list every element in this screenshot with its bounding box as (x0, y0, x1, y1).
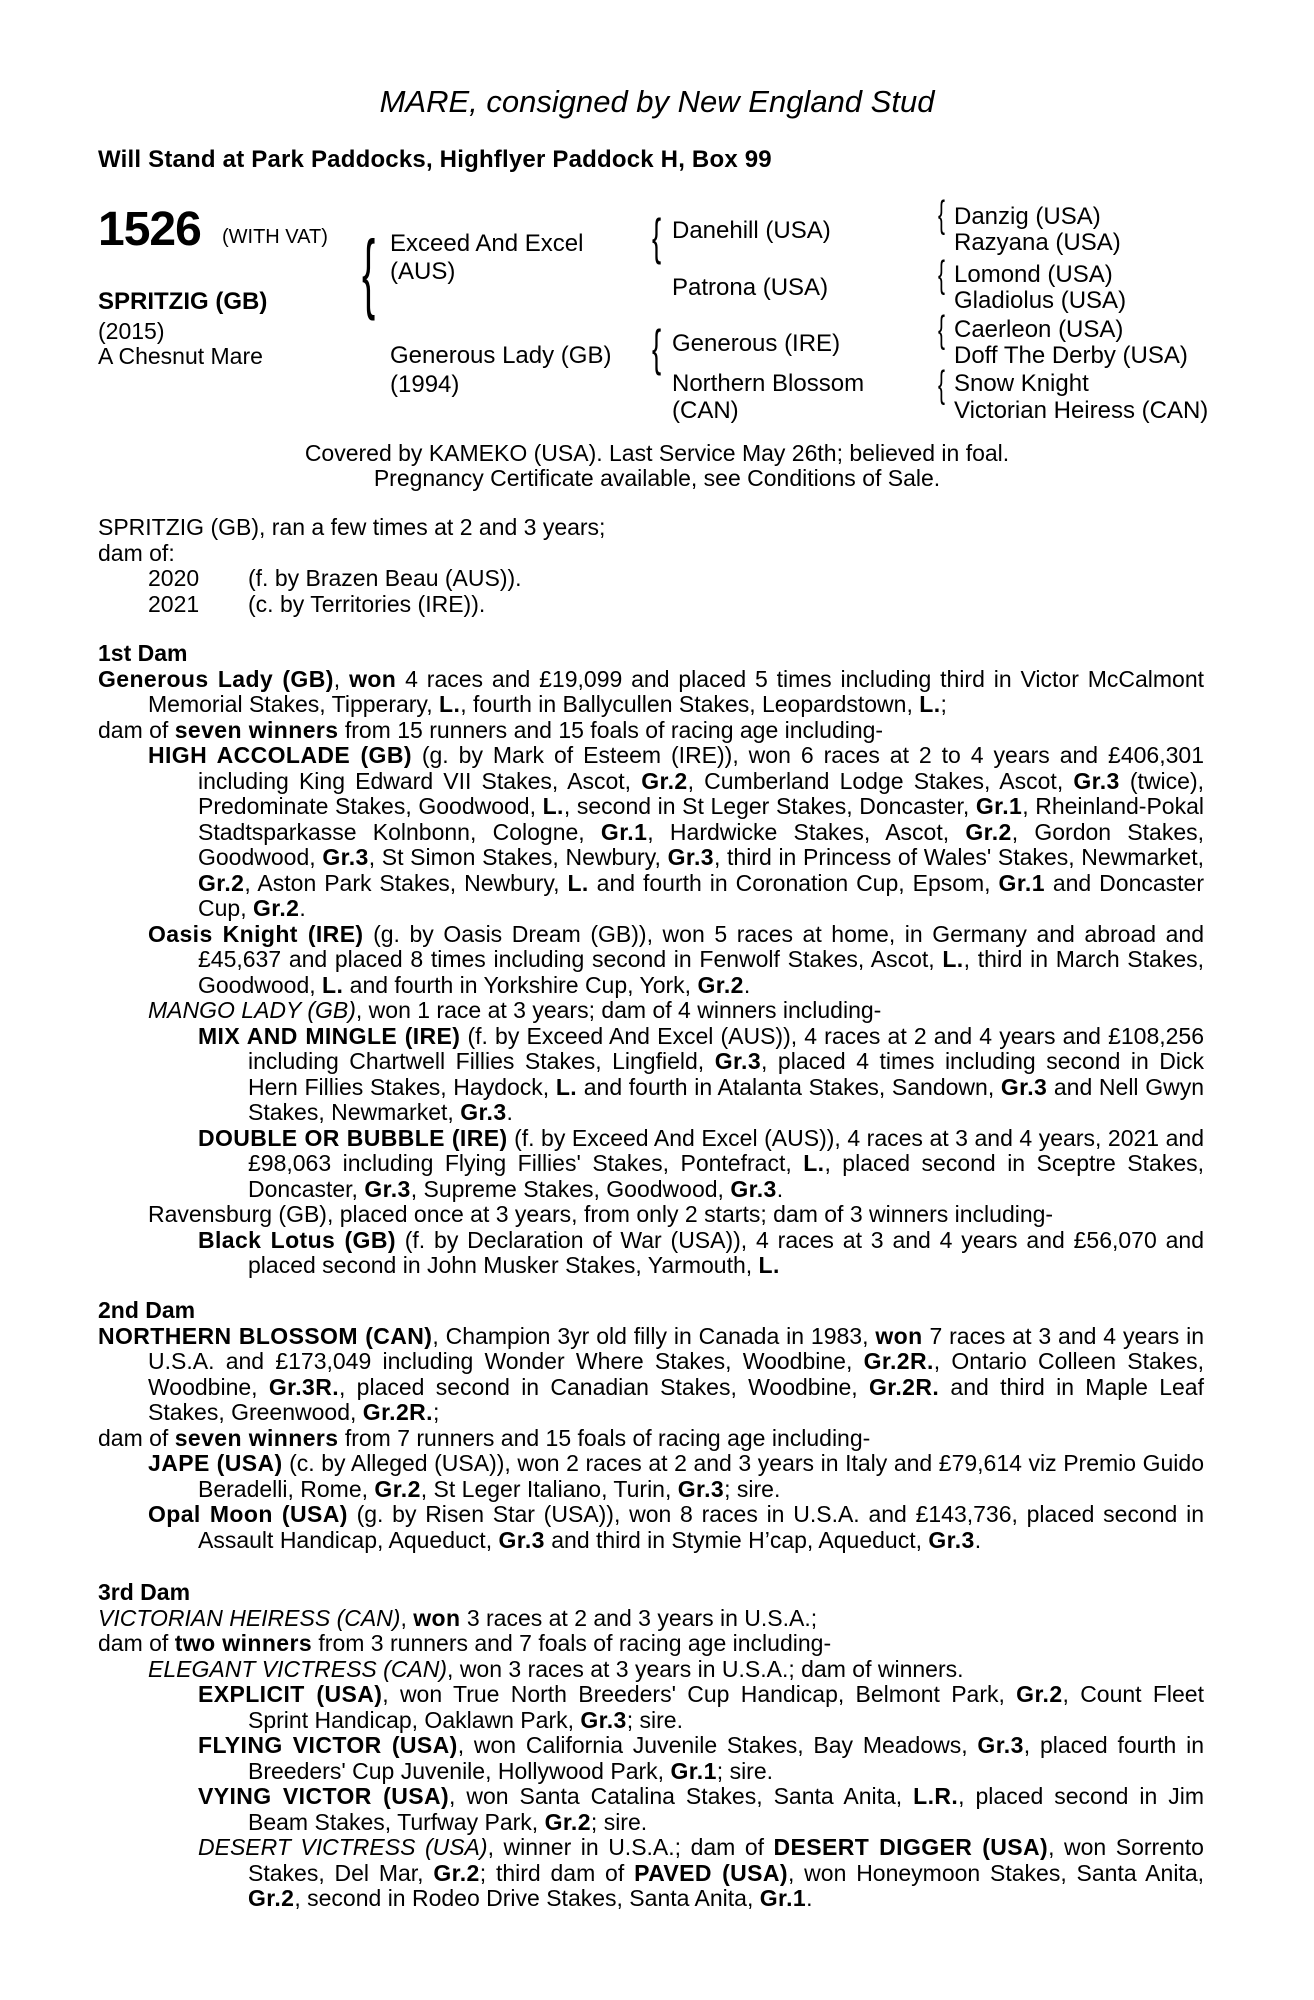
dam-entry: NORTHERN BLOSSOM (CAN), Champion 3yr old filly in Canada in 1983, won 7 races at 3 and 4 years in U.S.A. and £173,049 including Wonder Where Stakes, Woodbine, Gr.2R., Ontario Colleen Stakes, Woodbine, Gr.3R., placed second in Canadian Stakes, Woodbine, Gr.2R. and third in Maple Leaf Stakes, Greenwood, Gr.2R.; (98, 1322, 1205, 1425)
pedigree-brace: { (362, 222, 376, 321)
progeny-entry: JAPE (USA) (c. by Alleged (USA)), won 2 races at 2 and 3 years in Italy and £79,614 viz Premio Guido Beradelli, Rome, Gr.2, St Leger Italiano, Turin, Gr.3; sire. (148, 1450, 1204, 1502)
progeny-entry: ELEGANT VICTRESS (CAN), won 3 races at 3 years in U.S.A.; dam of winners. (148, 1655, 964, 1682)
pedigree-sss: Danzig (USA) (954, 203, 1101, 230)
second-dam-section (98, 1298, 1204, 1553)
intro-line: SPRITZIG (GB), ran a few times at 2 and 3 years; (98, 514, 606, 540)
pedigree-ssd: Razyana (USA) (954, 229, 1121, 256)
pedigree-dsd: Doff The Derby (USA) (954, 342, 1188, 369)
pedigree-sds: Lomond (USA) (954, 261, 1113, 288)
pedigree-brace: { (938, 364, 945, 406)
first-dam-section (98, 641, 1204, 1279)
pedigree-dam-year: (1994) (390, 371, 460, 398)
pedigree-dss: Caerleon (USA) (954, 316, 1124, 343)
pedigree-dam-dam: Northern Blossom (672, 370, 865, 397)
pedigree-sire-country: (AUS) (390, 258, 456, 285)
pedigree-dam: Generous Lady (GB) (390, 342, 612, 369)
pedigree-brace: { (938, 309, 945, 351)
progeny-entry: Black Lotus (GB) (f. by Declaration of War (USA)), 4 races at 3 and 4 years and £56,070 and placed second in John Musker Stakes, Yarmouth, L. (198, 1226, 1204, 1278)
pedigree-brace: { (652, 209, 662, 265)
progeny-entry: Oasis Knight (IRE) (g. by Oasis Dream (GB)), won 5 races at home, in Germany and abroad and £45,637 and placed 8 times including second in Fenwolf Stakes, Ascot, L., third in March Stakes, Goodwood, L. and fourth in Yorkshire Cup, York, Gr.2. (148, 920, 1205, 998)
section-heading: 3rd Dam (98, 1579, 191, 1605)
pedigree-dds: Snow Knight (954, 370, 1089, 397)
pedigree-dam-dam-country: (CAN) (672, 397, 739, 424)
third-dam-section (98, 1580, 1204, 1912)
intro-dam-of: dam of: (98, 539, 175, 566)
horse-description: A Chesnut Mare (98, 343, 263, 369)
progeny-entry: Opal Moon (USA) (g. by Risen Star (USA)), won 8 races in U.S.A. and £143,736, placed second in Assault Handicap, Aqueduct, Gr.3 and third in Stymie H’cap, Aqueduct, Gr.3. (148, 1501, 1204, 1553)
progeny-entry: MIX AND MINGLE (IRE) (f. by Exceed And Excel (AUS)), 4 races at 2 and 4 years and £108,256 including Chartwell Fillies Stakes, Lingfield, Gr.3, placed 4 times including second in Dick Hern Fillies Stakes, Haydock, L. and fourth in Atalanta Stakes, Sandown, Gr.3 and Nell Gwyn Stakes, Newmarket, Gr.3. (198, 1022, 1205, 1125)
page-title: MARE, consigned by New England Stud (379, 84, 935, 119)
horse-year: (2015) (98, 318, 165, 344)
pedigree-sire-sire: Danehill (USA) (672, 217, 831, 244)
progeny-entry: FLYING VICTOR (USA), won California Juvenile Stakes, Bay Meadows, Gr.3, placed fourth in Breeders' Cup Juvenile, Hollywood Park, Gr.1; sire. (198, 1732, 1204, 1784)
pedigree-sire: Exceed And Excel (390, 230, 584, 257)
stand-location: Will Stand at Park Paddocks, Highflyer Paddock H, Box 99 (98, 146, 772, 173)
pedigree-brace: { (938, 254, 945, 296)
dam-of-line: dam of seven winners from 15 runners and 15 foals of racing age including- (98, 716, 884, 743)
pedigree-ddd: Victorian Heiress (CAN) (954, 397, 1209, 424)
pedigree-brace: { (938, 194, 945, 236)
lot-number: 1526 (98, 203, 201, 256)
section-heading: 1st Dam (98, 640, 188, 666)
dam-of-line: dam of two winners from 3 runners and 7 foals of racing age including- (98, 1630, 832, 1656)
progeny-entry: HIGH ACCOLADE (GB) (g. by Mark of Esteem (IRE)), won 6 races at 2 to 4 years and £406,301 including King Edward VII Stakes, Ascot, Gr.2, Cumberland Lodge Stakes, Ascot, Gr.3 (twice), Predominate Stakes, Goodwood, L., second in St Leger Stakes, Doncaster, Gr.1, Rheinland-Pokal Stadtsparkasse Kolnbonn, Cologne, Gr.1, Hardwicke Stakes, Ascot, Gr.2, Gordon Stakes, Goodwood, Gr.3, St Simon Stakes, Newbury, Gr.3, third in Princess of Wales' Stakes, Newmarket, Gr.2, Aston Park Stakes, Newbury, L. and fourth in Coronation Cup, Epsom, Gr.1 and Doncaster Cup, Gr.2. (148, 742, 1205, 921)
pregnancy-note: Pregnancy Certificate available, see Conditions of Sale. (373, 465, 941, 491)
covered-note: Covered by KAMEKO (USA). Last Service May 26th; believed in foal. (304, 440, 1010, 466)
progeny-entry: Ravensburg (GB), placed once at 3 years, from only 2 starts; dam of 3 winners including- (148, 1201, 1054, 1227)
dam-of-line: dam of seven winners from 7 runners and 15 foals of racing age including- (98, 1424, 871, 1451)
vat-label: (WITH VAT) (222, 226, 328, 248)
progeny-entry: MANGO LADY (GB), won 1 race at 3 years; dam of 4 winners including- (148, 997, 882, 1023)
produce-row: 2021 (c. by Territories (IRE)). (148, 590, 486, 617)
pedigree-sdd: Gladiolus (USA) (954, 287, 1127, 314)
produce-row: 2020 (f. by Brazen Beau (AUS)). (148, 565, 522, 591)
progeny-entry: EXPLICIT (USA), won True North Breeders' Cup Handicap, Belmont Park, Gr.2, Count Fleet Sprint Handicap, Oaklawn Park, Gr.3; sire. (198, 1681, 1204, 1733)
dam-entry: VICTORIAN HEIRESS (CAN), won 3 races at 2 and 3 years in U.S.A.; (98, 1604, 818, 1631)
section-heading: 2nd Dam (98, 1297, 196, 1323)
pedigree-dam-sire: Generous (IRE) (672, 330, 841, 357)
horse-name: SPRITZIG (GB) (98, 288, 268, 315)
dam-entry: Generous Lady (GB), won 4 races and £19,099 and placed 5 times including third in Victor McCalmont Memorial Stakes, Tipperary, L., fourth in Ballycullen Stakes, Leopardstown, L.; (98, 665, 1205, 717)
pedigree-sire-dam: Patrona (USA) (672, 274, 829, 301)
intro-section (98, 515, 1204, 617)
progeny-entry: VYING VICTOR (USA), won Santa Catalina Stakes, Santa Anita, L.R., placed second in Jim Beam Stakes, Turfway Park, Gr.2; sire. (198, 1783, 1204, 1835)
progeny-entry: DESERT VICTRESS (USA), winner in U.S.A.; dam of DESERT DIGGER (USA), won Sorrento Stakes, Del Mar, Gr.2; third dam of PAVED (USA), won Honeymoon Stakes, Santa Anita, Gr.2, second in Rodeo Drive Stakes, Santa Anita, Gr.1. (198, 1834, 1204, 1911)
progeny-entry: DOUBLE OR BUBBLE (IRE) (f. by Exceed And Excel (AUS)), 4 races at 3 and 4 years, 2021 and £98,063 including Flying Fillies' Stakes, Pontefract, L., placed second in Sceptre Stakes, Doncaster, Gr.3, Supreme Stakes, Goodwood, Gr.3. (198, 1124, 1204, 1202)
pedigree-brace: { (652, 320, 662, 376)
